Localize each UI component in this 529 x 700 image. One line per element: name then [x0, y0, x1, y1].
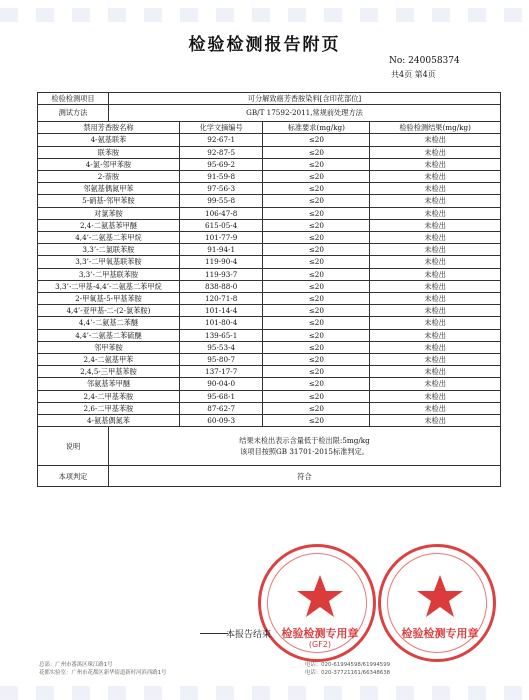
result-cell: 未检出: [370, 232, 501, 244]
watermark-band: [0, 686, 529, 700]
requirement-cell: ≤20: [263, 280, 370, 292]
amine-name-cell: 邻氨基苯甲醚: [38, 378, 180, 390]
footer-address-lab: 花都实验室：广州市花都区新华街道新村河滨西路1号: [39, 670, 167, 676]
requirement-cell: ≤20: [263, 219, 370, 231]
footer-address: 总部：广州市番禺区珠江路1号: [39, 662, 113, 668]
cas-number-cell: 101-77-9: [179, 232, 262, 244]
table-row: [38, 232, 501, 244]
result-cell: 未检出: [370, 256, 501, 268]
amine-name-cell: 邻甲苯胺: [38, 341, 180, 353]
judgement-row: [38, 466, 501, 487]
requirement-cell: ≤20: [263, 232, 370, 244]
watermark-band: [0, 8, 529, 22]
requirement-cell: ≤20: [263, 268, 370, 280]
explanation-row: [38, 427, 501, 466]
table-row: [38, 366, 501, 378]
page-count: 共4页 第4页: [391, 70, 436, 79]
cas-number-cell: 91-94-1: [179, 244, 262, 256]
result-cell: 未检出: [370, 195, 501, 207]
project-label: 检验检测项目: [38, 93, 109, 105]
result-cell: 未检出: [370, 390, 501, 402]
judgement-value: 符合: [109, 466, 501, 487]
table-row: [38, 329, 501, 341]
table-row: [38, 183, 501, 195]
table-row: [38, 293, 501, 305]
cas-number-cell: 101-14-4: [179, 305, 262, 317]
table-row: [38, 415, 501, 427]
amine-name-cell: 2,4,5-三甲基苯胺: [38, 366, 180, 378]
requirement-cell: ≤20: [263, 354, 370, 366]
cas-number-cell: 95-53-4: [179, 341, 262, 353]
cas-number-cell: 106-47-8: [179, 207, 262, 219]
requirement-cell: ≤20: [263, 341, 370, 353]
table-row: [38, 171, 501, 183]
table-row: [38, 402, 501, 414]
result-cell: 未检出: [370, 354, 501, 366]
table-row: [38, 207, 501, 219]
inspection-stamp: [378, 544, 496, 662]
result-cell: 未检出: [370, 317, 501, 329]
requirement-cell: ≤20: [263, 378, 370, 390]
result-cell: 未检出: [370, 280, 501, 292]
cas-number-cell: 139-65-1: [179, 329, 262, 341]
stamp-label: 检验检测专用章: [281, 627, 359, 640]
footer-phone-lab: 电话：020-37721161/66348638: [305, 670, 391, 676]
table-row: [38, 354, 501, 366]
amine-name-cell: 4-氨基偶氮苯: [38, 415, 180, 427]
result-cell: 未检出: [370, 366, 501, 378]
cas-number-cell: 95-69-2: [179, 158, 262, 170]
explanation-line: 该项目按照GB 31701-2015标准判定。: [240, 447, 369, 457]
result-cell: 未检出: [370, 378, 501, 390]
requirement-cell: ≤20: [263, 293, 370, 305]
table-row: [38, 280, 501, 292]
amine-name-cell: 邻氨基偶氮甲苯: [38, 183, 180, 195]
explanation-text: [109, 427, 501, 466]
amine-name-cell: 2,4-二甲基苯胺: [38, 390, 180, 402]
project-row: [38, 93, 501, 105]
cas-number-cell: 91-59-8: [179, 171, 262, 183]
requirement-cell: ≤20: [263, 366, 370, 378]
requirement-cell: ≤20: [263, 183, 370, 195]
result-cell: 未检出: [370, 402, 501, 414]
amine-name-cell: 2-甲氧基-5-甲基苯胺: [38, 293, 180, 305]
table-row: [38, 256, 501, 268]
result-cell: 未检出: [370, 183, 501, 195]
requirement-cell: ≤20: [263, 171, 370, 183]
cas-number-cell: 838-88-0: [179, 280, 262, 292]
table-row: [38, 195, 501, 207]
requirement-cell: ≤20: [263, 317, 370, 329]
end-note: 本报告结束: [226, 630, 272, 640]
column-header-cas: 化学文摘编号: [179, 122, 262, 134]
report-number: No: 240058374: [389, 56, 460, 66]
stamp-code: (GF2): [308, 640, 332, 649]
cas-number-cell: 119-93-7: [179, 268, 262, 280]
cas-number-cell: 92-67-1: [179, 134, 262, 146]
result-cell: 未检出: [370, 293, 501, 305]
inspection-stamp: [258, 544, 376, 662]
result-cell: 未检出: [370, 415, 501, 427]
footer-phone: 电话：020-61994598/61994599: [305, 662, 391, 668]
column-header-row: [38, 122, 501, 134]
amine-name-cell: 对氯苯胺: [38, 207, 180, 219]
judgement-label: 本项判定: [38, 466, 109, 487]
star-icon: [381, 547, 499, 665]
amine-name-cell: 联苯胺: [38, 146, 180, 158]
project-value: 可分解致癌芳香胺染料[含印花部位]: [109, 93, 501, 105]
result-cell: 未检出: [370, 134, 501, 146]
explanation-line: 结果未检出表示含量低于检出限:5mg/kg: [239, 436, 370, 446]
requirement-cell: ≤20: [263, 402, 370, 414]
cas-number-cell: 92-87-5: [179, 146, 262, 158]
explanation-label: 说明: [38, 427, 109, 466]
result-cell: 未检出: [370, 244, 501, 256]
table-row: [38, 134, 501, 146]
result-cell: 未检出: [370, 146, 501, 158]
end-dash: [200, 633, 228, 634]
requirement-cell: ≤20: [263, 207, 370, 219]
table-row: [38, 158, 501, 170]
requirement-cell: ≤20: [263, 390, 370, 402]
result-cell: 未检出: [370, 207, 501, 219]
stamp-label: 检验检测专用章: [401, 627, 479, 640]
table-row: [38, 244, 501, 256]
cas-number-cell: 137-17-7: [179, 366, 262, 378]
result-cell: 未检出: [370, 268, 501, 280]
result-cell: 未检出: [370, 305, 501, 317]
result-cell: 未检出: [370, 158, 501, 170]
requirement-cell: ≤20: [263, 415, 370, 427]
cas-number-cell: 120-71-8: [179, 293, 262, 305]
table-row: [38, 268, 501, 280]
cas-number-cell: 97-56-3: [179, 183, 262, 195]
results-table: [37, 92, 501, 487]
amine-name-cell: 2-萘胺: [38, 171, 180, 183]
amine-name-cell: 2,4-二氨基苯甲醚: [38, 219, 180, 231]
cas-number-cell: 60-09-3: [179, 415, 262, 427]
method-value: GB/T 17592-2011,常规前处理方法: [109, 105, 501, 122]
table-row: [38, 146, 501, 158]
cas-number-cell: 119-90-4: [179, 256, 262, 268]
cas-number-cell: 87-62-7: [179, 402, 262, 414]
cas-number-cell: 90-04-0: [179, 378, 262, 390]
table-row: [38, 219, 501, 231]
result-cell: 未检出: [370, 171, 501, 183]
column-header-result: 检验检测结果(mg/kg): [370, 122, 501, 134]
method-label: 测试方法: [38, 105, 109, 122]
amine-name-cell: 4,4’-二氨基二苯醚: [38, 317, 180, 329]
requirement-cell: ≤20: [263, 244, 370, 256]
table-row: [38, 390, 501, 402]
amine-name-cell: 3,3’-二甲基-4,4’-二氨基二苯甲烷: [38, 280, 180, 292]
amine-name-cell: 4,4’-二氨基二苯甲烷: [38, 232, 180, 244]
amine-name-cell: 2,4-二氨基甲苯: [38, 354, 180, 366]
requirement-cell: ≤20: [263, 256, 370, 268]
method-row: [38, 105, 501, 122]
amine-name-cell: 4-氯-邻甲苯胺: [38, 158, 180, 170]
amine-name-cell: 3,3’-二氯联苯胺: [38, 244, 180, 256]
result-cell: 未检出: [370, 219, 501, 231]
amine-name-cell: 3,3’-二甲基联苯胺: [38, 268, 180, 280]
cas-number-cell: 101-80-4: [179, 317, 262, 329]
amine-name-cell: 5-硝基-邻甲苯胺: [38, 195, 180, 207]
requirement-cell: ≤20: [263, 305, 370, 317]
requirement-cell: ≤20: [263, 329, 370, 341]
cas-number-cell: 95-68-1: [179, 390, 262, 402]
table-row: [38, 317, 501, 329]
amine-name-cell: 4,4’-二氨基二苯硫醚: [38, 329, 180, 341]
column-header-requirement: 标准要求(mg/kg): [263, 122, 370, 134]
table-row: [38, 341, 501, 353]
result-cell: 未检出: [370, 341, 501, 353]
amine-name-cell: 4,4’-亚甲基-二-(2-氯苯胺): [38, 305, 180, 317]
page-title: 检验检测报告附页: [188, 35, 341, 55]
cas-number-cell: 615-05-4: [179, 219, 262, 231]
table-row: [38, 378, 501, 390]
result-cell: 未检出: [370, 329, 501, 341]
requirement-cell: ≤20: [263, 158, 370, 170]
requirement-cell: ≤20: [263, 146, 370, 158]
amine-name-cell: 3,3’-二甲氧基联苯胺: [38, 256, 180, 268]
column-header-name: 禁用芳香胺名称: [38, 122, 180, 134]
requirement-cell: ≤20: [263, 134, 370, 146]
amine-name-cell: 4-氨基联苯: [38, 134, 180, 146]
requirement-cell: ≤20: [263, 195, 370, 207]
cas-number-cell: 99-55-8: [179, 195, 262, 207]
cas-number-cell: 95-80-7: [179, 354, 262, 366]
amine-name-cell: 2,6-二甲基苯胺: [38, 402, 180, 414]
table-row: [38, 305, 501, 317]
